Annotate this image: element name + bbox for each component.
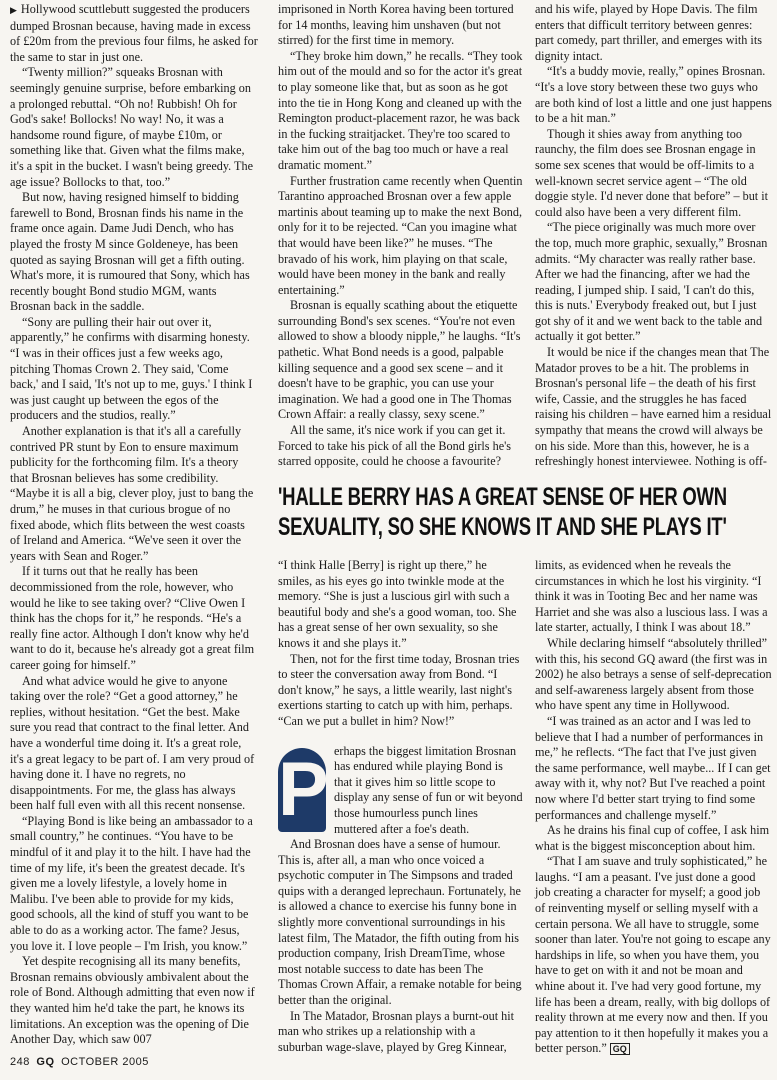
paragraph: Brosnan is equally scathing about the etiquette surrounding Bond's sex scenes. “You're not even allowed to show a bloody nipple,” he laughs. “It's pathetic. What Bond needs is a good, palpable killing sequence and a good sex scene – and it doesn't have to be graphic, you can use your imagination. We had a good one in The Thomas Crown Affair: a really classy, sexy scene.” [278, 298, 521, 422]
paragraph: And Brosnan does have a sense of humour. This is, after all, a man who once voiced a psychotic computer in The Simpsons and traded quips with a deranged leprechaun. Fortunately, he is allowed a chance to exercise his funny bone in slightly more conventional surroundings in his latest film, The Matador, the fifth outing from his production company, Irish DreamTime, whose most notable success to date has been The Thomas Crown Affair, a remake notable for being better than the original. [278, 837, 522, 1008]
paragraph: Another explanation is that it's all a carefully contrived PR stunt by Eon to ensure maximum publicity for the forthcoming film. It's a theory that Brosnan believes has some credibility. “Maybe it is all a big, clever ploy, just to bang the drum,” he muses in that curious brogue of no fixed abode, which flits between the west coasts of Ireland and America. “We've seen it over the years with Sean and Roger.” [10, 424, 254, 563]
pull-quote [278, 482, 774, 542]
paragraph: While declaring himself “absolutely thrilled” with this, his second GQ award (the first was in 2002) he also betrays a sense of self-deprecation and self-awareness largely absent from those who have spent any time in Hollywood. [535, 635, 772, 713]
paragraph: “It's a buddy movie, really,” opines Brosnan. “It's a love story between these two guys who are both kind of lost a little and one just happens to be a hit man.” [535, 64, 772, 126]
article-column-3-top [535, 2, 773, 470]
paragraph: It would be nice if the changes mean that The Matador proves to be a hit. The problems in Brosnan's personal life – the death of his first wife, Cassie, and the struggles he has faced raising his children – have earned him a residual sympathy that means the crowd will always be on his side. More than this, however, he is a refreshingly honest interviewee. Nothing is off- [535, 345, 772, 469]
triangle-bullet-icon: ▶ [10, 5, 17, 15]
paragraph: and his wife, played by Hope Davis. The film enters that difficult territory between genres: part comedy, part thriller, and emerges with its dignity intact. [535, 2, 762, 63]
paragraph: But now, having resigned himself to bidding farewell to Bond, Brosnan finds his name in the frame once again. Dame Judi Dench, who has played the frosty M since Goldeneye, has been quoted as saying Brosnan will get a fifth outing. What's more, it is rumoured that Sony, which has recently bought Bond studio MGM, wants Brosnan back in the saddle. [10, 190, 250, 314]
paragraph: “I think Halle [Berry] is right up there,” he smiles, as his eyes go into twinkle mode at the memory. “She is just a luscious girl with such a beautiful body and she's a good woman, too. She has a great sense of her own sexuality, so she knows it and she plays it.” [278, 558, 517, 650]
paragraph: “Sony are pulling their hair out over it, apparently,” he confirms with disarming honesty. “I was in their offices just a few weeks ago, pitching Thomas Crown 2. They said, 'Come back,' and I said, 'It's not up to me, guys.' I think I was just caught up between the egos of the producers and the studios, really.” [10, 314, 253, 423]
paragraph: And what advice would he give to anyone taking over the role? “Get a good attorney,” he replies, without hesitation. “Get the best. Make sure you read that contract to the final letter. And have a wonderful time doing it. It's a great role, it's a great legacy to be part of. I am very proud of having done it. I have no regrets, no disappointments. For me, the glass has always been half full even with all this recent nonsense. [10, 673, 255, 813]
paragraph: Though it shies away from anything too raunchy, the film does see Brosnan engage in some sex scenes that would be off-limits to a well-known secret service agent – “The old doggie style. I'd never done that before” – but it could also have been a very different film. [535, 126, 769, 219]
article-column-2-bottom [278, 558, 523, 1055]
drop-cap: P [278, 746, 329, 832]
drop-cap-paragraph [278, 744, 523, 838]
paragraph: As he drains his final cup of coffee, I ask him what is the biggest misconception about him. [535, 823, 770, 853]
page-number: 248 [10, 1056, 30, 1068]
page-footer [10, 1056, 149, 1068]
paragraph: Yet despite recognising all its many benefits, Brosnan remains obviously ambivalent about the role of Bond. Although admitting that even now if they wanted him he'd take the part, he knows its limitations. An exception was the opening of Die Another Day, which saw 007 [10, 954, 255, 1047]
paragraph: All the same, it's nice work if you can get it. Forced to take his pick of all the Bond girls he's starred opposite, could he choose a favourite? [278, 423, 512, 469]
paragraph: “They broke him down,” he recalls. “They took him out of the mould and so for the actor it's great to play someone like that, but as soon as he got into the tie in Hong Kong and cleaned up with the Remington product-placement razor, he was back in the fucking straitjacket. They're too scared to take him out of the bag too much or have a real dramatic moment.” [278, 48, 523, 172]
paragraph: “That I am suave and truly sophisticated,” he laughs. “I am a peasant. I've just done a good job creating a character for myself; a good job of reinventing myself or selling myself with a certain persona. We all have to struggle, some sooner than later. You're not going to escape any hardships in life, so when you have them, you have to get on with it and not be moan and whine about it. I've had very good fortune, my life has been a dream, really, with big dollops of reality thrown at me every now and then. If you pay attention to it then hopefully it makes you a better person.” GQ [535, 854, 771, 1056]
pull-quote-line: 'HALLE BERRY HAS A GREAT SENSE OF HER OWN [278, 483, 727, 511]
paragraph: Then, not for the first time today, Brosnan tries to steer the conversation away from Bond. “I don't know,” he says, a little wearily, last night's exertions starting to catch up with him, perhaps. “Can we put a bullet in him? Now!” [278, 651, 520, 728]
paragraph: imprisoned in North Korea having been tortured for 14 months, leaving him unshaven (but not stirred) for the first time in memory. [278, 2, 514, 48]
paragraph: “Twenty million?” squeaks Brosnan with seemingly genuine surprise, before embarking on a prolonged rebuttal. “Oh no! Rubbish! Oh for God's sake! Bollocks! No way! No, it was a handsome round figure, of maybe £10m, or something like that. Given what the films make, it's a spit in the bucket. I wasn't being greedy. The age issue? Bollocks to that, too.” [10, 65, 254, 189]
magazine-logo: GQ [36, 1056, 55, 1068]
paragraph: “I was trained as an actor and I was led to believe that I had a number of performances in me,” he reflects. “The fact that I've just given the same performance, well maybe... If I can get away with it, why not? But I've reached a point now where I'd better start trying to find some performances and challenge myself.” [535, 713, 771, 822]
pull-quote-line: SEXUALITY, SO SHE KNOWS IT AND SHE PLAYS IT' [278, 513, 727, 541]
gq-end-mark: GQ [610, 1043, 630, 1055]
issue-date: OCTOBER 2005 [61, 1056, 149, 1068]
paragraph: If it turns out that he really has been decommissioned from the role, however, who would he like to see taking over? “Clive Owen I think has the chops for it,” he responds. “He's a really fine actor. Although I don't know why he'd want to do it, because he's already got a great film career going for himself.” [10, 564, 255, 672]
paragraph: “The piece originally was much more over the top, much more graphic, sexually,” Brosnan admits. “My character was really rather base. After we had the financing, after we had the reading, I jumped ship. I said, 'I can't do this, this is nuts.' Everybody freaked out, but I just got shy of it and we went back to the table and actually it got better.” [535, 220, 768, 344]
paragraph: Further frustration came recently when Quentin Tarantino approached Brosnan over a few apple martinis about teaming up to make the next Bond, only for it to be rejected. “Can you imagine what that would have been like?” he muses. “The bravado of his work, him playing on that scale, would have been money in the bank and really entertaining.” [278, 173, 523, 297]
paragraph: In The Matador, Brosnan plays a burnt-out hit man who strikes up a relationship with a suburban wage-slave, played by Greg Kinnear, [278, 1008, 515, 1054]
paragraph: “Playing Bond is like being an ambassador to a small country,” he continues. “You have to be mindful of it and play it to the hilt. I have had the time of my life, it's been the greatest decade. It's given me a lovely lifestyle, a lovely home in Malibu. I've been able to provide for my kids, good schools, all the kind of stuff you want to be able to do as a working actor. The fame? Jesus, you love it. I love people – I'm Irish, you know.” [10, 813, 253, 953]
drop-cap-text: erhaps the biggest limitation Brosnan has endured while playing Bond is that it gives him so little scope to display any sense of fun or wit beyond those humourless punch lines muttered after a foe's death. [334, 743, 523, 836]
article-column-3-bottom [535, 558, 773, 1058]
article-column-1 [10, 2, 258, 1048]
paragraph: ▶ Hollywood scuttlebutt suggested the producers dumped Brosnan because, having made in excess of £20m from the previous four films, he asked for the same to star in just one. [10, 2, 258, 64]
paragraph: limits, as evidenced when he reveals the circumstances in which he lost his virginity. “I think it was in Tooting Bec and her name was Harriet and she was also a luscious lass. I was a late starter, actually, I think I was about 18.” [535, 558, 768, 635]
article-column-2-top [278, 2, 523, 470]
